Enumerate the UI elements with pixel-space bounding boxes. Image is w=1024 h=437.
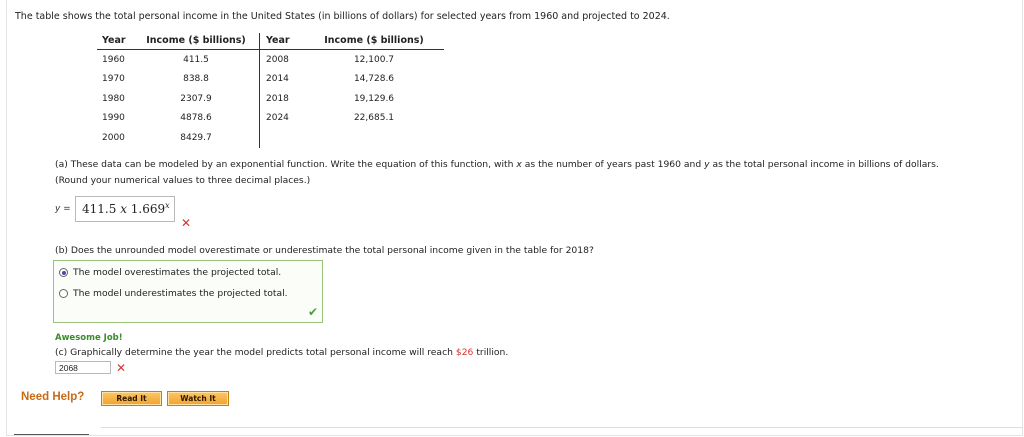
table-row [97, 50, 444, 70]
income-table [97, 33, 444, 148]
table-cell: 2008 [260, 50, 305, 70]
part-b-question: (b) Does the unrounded model overestimate or underestimate the total personal income given in the table for 2018? [55, 245, 594, 256]
table-row [97, 70, 444, 90]
table-cell: 838.8 [183, 74, 209, 85]
part-a-line1: (a) These data can be modeled by an exponential function. Write the equation of this function, with x as the number of years past 1960 and y as the total personal income in billions of dollars. [55, 159, 939, 170]
table-header: Year [97, 33, 133, 50]
part-a-question [55, 157, 1020, 189]
part-c-question: (c) Graphically determine the year the model predicts total personal income will reach $26 trillion. [55, 347, 509, 358]
option-underestimates[interactable]: The model underestimates the projected total. [59, 288, 288, 299]
radio-selected[interactable] [59, 268, 68, 277]
table-cell: 8429.7 [180, 132, 212, 143]
table-cell: 2307.9 [180, 93, 212, 104]
option-overestimates[interactable]: The model overestimates the projected total. [59, 267, 281, 278]
part-a-line2: (Round your numerical values to three decimal places.) [55, 175, 311, 186]
part-b-options [53, 260, 323, 323]
x-mark-icon: ✕ [116, 361, 127, 375]
feedback-message: Awesome Job! [55, 333, 123, 343]
table-cell: 2024 [260, 109, 305, 129]
table-cell [260, 128, 305, 148]
checkmark-icon: ✔ [307, 305, 318, 319]
table-cell: 2000 [102, 132, 125, 143]
table-cell: 2014 [260, 70, 305, 90]
table-header-row [97, 33, 444, 50]
table-cell: 1970 [102, 74, 125, 85]
table-cell: 1990 [102, 113, 125, 124]
problem-intro: The table shows the total personal income in the United States (in billions of dollars) for selected years from 1960 and projected to 2024. [15, 11, 670, 22]
table-cell: 4878.6 [180, 113, 212, 124]
radio-unselected[interactable] [59, 289, 68, 298]
read-it-button[interactable]: Read It [101, 391, 162, 406]
table-cell [304, 128, 444, 148]
table-cell: 19,129.6 [353, 93, 395, 104]
table-cell: 2018 [260, 89, 305, 109]
need-help-label: Need Help? [21, 391, 85, 403]
year-answer-field[interactable]: 2068 [55, 361, 111, 374]
equation-answer-field[interactable]: 411.5 x 1.669$^x$ [75, 196, 175, 222]
divider [101, 427, 1023, 428]
table-cell: 1980 [102, 93, 125, 104]
table-header: Year [260, 33, 305, 50]
table-row [97, 89, 444, 109]
table-row [97, 128, 444, 148]
watch-it-button[interactable]: Watch It [167, 391, 229, 406]
table-row [97, 109, 444, 129]
table-header: Income ($ billions) [133, 33, 260, 50]
table-cell: 411.5 [183, 54, 209, 65]
y-equals-label: y = [55, 204, 71, 214]
table-header: Income ($ billions) [304, 33, 444, 50]
divider [14, 434, 89, 435]
x-mark-icon: ✕ [181, 216, 192, 230]
table-cell: 14,728.6 [353, 74, 395, 85]
table-cell: 12,100.7 [353, 54, 395, 65]
table-cell: 1960 [102, 54, 125, 65]
table-cell: 22,685.1 [353, 113, 395, 124]
